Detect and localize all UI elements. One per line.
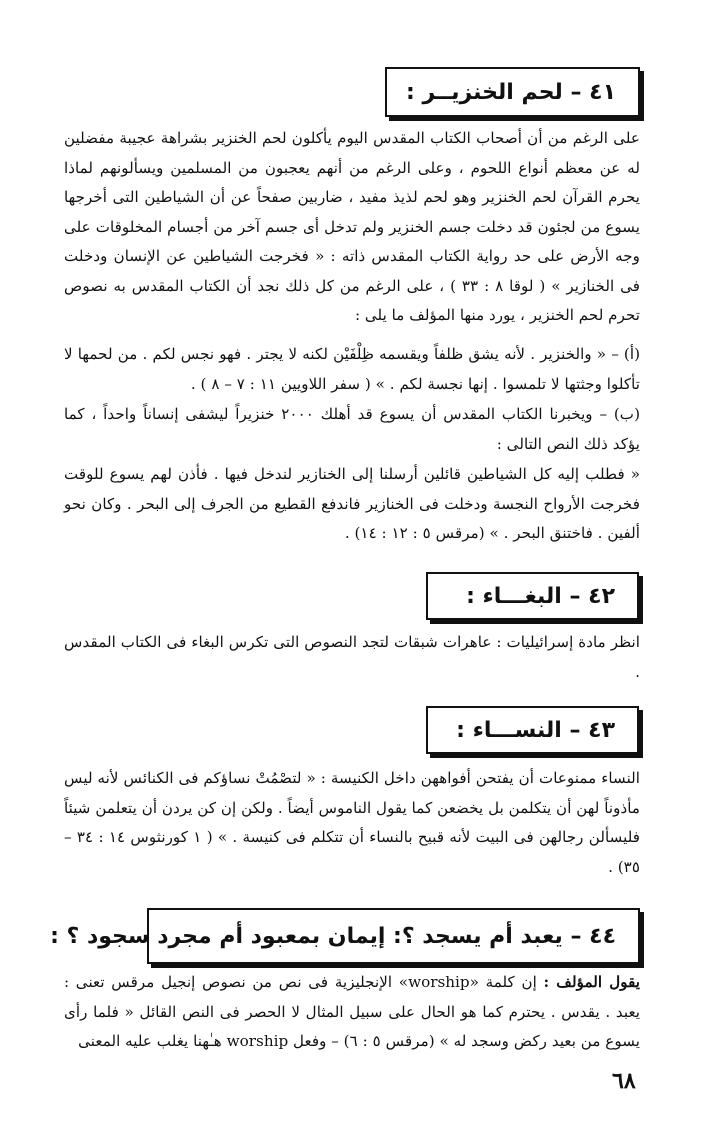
section-41-paragraph-4: « فطلب إليه كل الشياطين قائلين أرسلنا إلى الخنازير لندخل فيها . فأذن لهم يسوع للوقت فخرجت الأرواح النجسة ودخلت فى الخنازير فاندفع القطيع من الجرف إلى البحر . وكان نحو ألفين . فاختنق البحر . » (مرقس ٥ : ١٢ : ١٤) . bbox=[64, 465, 640, 542]
section-41-paragraph-1: على الرغم من أن أصحاب الكتاب المقدس اليوم يأكلون لحم الخنزير بشراهة عجيبة مفضلين له عن معظم أنواع اللحوم ، وعلى الرغم من أنهم يعجبون من المسلمين ويسألونهم لماذا يحرم القرآن لحم الخنزير وهو لحم لذيذ مفيد ، ضاربين صفحاً عن أن الشياطين التى أخرجها يسوع من لجئون قد دخلت جسم الخنزير ولم تدخل أى جسم آخر من أجسام المخلوقات على وجه الأرض على حد رواية الكتاب المقدس ذاته : « فخرجت الشياطين عن الإنسان ودخلت فى الخنازير » ( لوقا ٨ : ٣٣ ) ، على الرغم من كل ذلك نجد أن الكتاب المقدس به نصوص تحرم لحم الخنزير ، يورد منها المؤلف ما يلى : bbox=[64, 129, 640, 324]
section-42-heading-text: ٤٢ – البغـــاء : bbox=[466, 583, 615, 609]
section-41-paragraph-3: (ب) – ويخبرنا الكتاب المقدس أن يسوع قد أهلك ٢٠٠٠ خنزيراً ليشفى إنساناً واحداً ، كما يؤكد ذلك النص التالى : bbox=[64, 405, 640, 453]
section-42-heading bbox=[426, 572, 639, 620]
section-41-paragraph-2: (أ) – « والخنزير . لأنه يشق ظلفاً ويقسمه ظِلْفَيْن لكنه لا يجتر . فهو نجس لكم . من لحمها لا تأكلوا وجثتها لا تلمسوا . إنها نجسة لكم . » ( سفر اللاويين ١١ : ٧ – ٨ ) . bbox=[64, 345, 640, 393]
section-44-lead: يقول المؤلف : bbox=[543, 973, 641, 991]
section-43-paragraph-1: النساء ممنوعات أن يفتحن أفواههن داخل الكنيسة : « لتصْمُتْ نساؤكم فى الكنائس لأنه ليس مأذوناً لهن أن يتكلمن بل يخضعن كما يقول الناموس أيضاً . ولكن إن كن يردن أن يتعلمن شيئاً فليسألن رجالهن فى البيت لأنه قبيح بالنساء أن تتكلم فى كنيسة . » ( ١ كورنثوس ١٤ : ٣٤ – ٣٥) . bbox=[64, 769, 641, 876]
section-43-heading bbox=[426, 706, 639, 754]
section-44-paragraph-1 bbox=[64, 968, 640, 1060]
section-44-heading-text: ٤٤ – يعبد أم يسجد ؟: إيمان بمعبود أم مجرد سجود ؟ : bbox=[50, 923, 616, 949]
section-42-paragraph-1: انظر مادة إسرائيليات : عاهرات شبقات لتجد النصوص التى تكرس البغاء فى الكتاب المقدس . bbox=[64, 633, 640, 681]
section-41-heading bbox=[385, 67, 640, 117]
section-44-body: إن كلمة «worship» الإنجليزية فى نص من نصوص إنجيل مرقس تعنى : يعبد . يقدس . يحترم كما هو الحال على سبيل المثال لا الحصر فى النص القائل « فلما رأى يسوع من بعيد ركض وسجد له » (مرقس ٥ : ٦) – وفعل worship هـٰهنا يغلب عليه المعنى bbox=[64, 973, 640, 1050]
section-44-heading bbox=[50, 908, 640, 964]
page-number: ٦٨ bbox=[612, 1068, 636, 1094]
section-41-heading-text: ٤١ – لحم الخنزيــر : bbox=[406, 79, 616, 105]
section-43-heading-text: ٤٣ – النســـاء : bbox=[456, 717, 615, 743]
